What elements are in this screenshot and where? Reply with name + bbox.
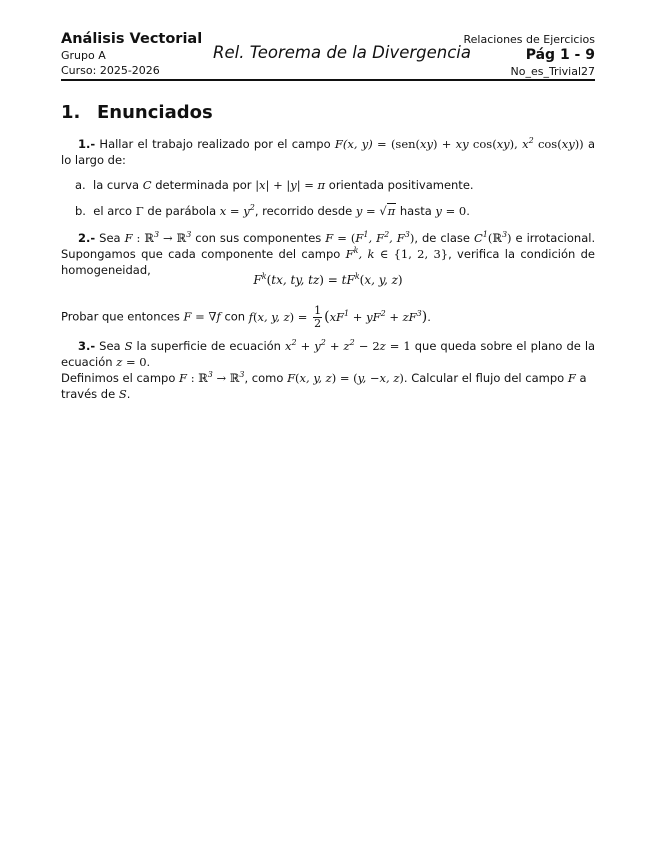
problem-2-component: $F^k$, k ∈ {1, 2, 3} — [345, 246, 449, 261]
problem-3-text-7: a través de — [61, 371, 587, 401]
problem-2 — [61, 230, 595, 278]
problem-2-text-1: Sea — [99, 231, 121, 245]
problem-3-map: F : ℝ$^3$ → ℝ$^3$ — [179, 370, 245, 385]
problem-3-text-6: . Calcular el flujo del campo — [403, 371, 565, 385]
problem-2-equation — [61, 272, 595, 289]
problem-3 — [61, 338, 595, 370]
section-title: Enunciados — [97, 102, 213, 123]
item-b-end: y = 0. — [435, 204, 470, 218]
problem-2-conclusion — [61, 305, 595, 330]
problem-2-class: $C^1(ℝ^3)$ — [473, 230, 512, 245]
item-a-curve: C — [142, 178, 152, 192]
gradient-expression: F = ∇f — [183, 309, 221, 324]
problem-1-item-a — [75, 177, 595, 193]
problem-1-label: 1.- — [78, 137, 96, 151]
item-b-parabola: $x = y^2$ — [219, 203, 255, 218]
problem-2-text-7: con — [224, 309, 246, 324]
item-b-label: b. — [75, 204, 86, 218]
problem-2-text-5: , verifica la condición de homogeneidad, — [61, 247, 596, 277]
problem-3-continuation: Definimos el campo F : ℝ$^3$ → ℝ$^3$, como F(x, y, z) = (y, −x, z). Calcular el flujo del campo F a través de S. — [61, 370, 587, 401]
problem-3-text-1: Sea — [99, 339, 121, 353]
item-a-text-2: determinada por — [155, 178, 252, 192]
course-name: Análisis Vectorial — [61, 31, 203, 47]
problem-3-field-name: F — [567, 371, 576, 385]
item-a-label: a. — [75, 178, 86, 192]
page-number: Pág 1 - 9 — [525, 47, 595, 63]
item-b-text-4: hasta — [399, 204, 432, 218]
item-b-start: y = √π — [355, 204, 396, 218]
item-b-text-1: el arco — [93, 204, 133, 218]
problem-3-text-5: , como — [244, 371, 284, 385]
problem-1-item-b — [75, 203, 595, 219]
problem-3-text-3: que queda sobre el plano de la ecuación — [61, 339, 596, 369]
problem-1 — [61, 136, 595, 168]
header-left — [61, 30, 202, 78]
problem-3-text-2: la superficie de ecuación — [136, 339, 281, 353]
problem-2-text-6: Probar que entonces — [61, 309, 180, 324]
header-divider — [61, 79, 595, 81]
series-label: Relaciones de Ejercicios — [463, 33, 595, 46]
problem-1-field: F(x, y) = (sen(xy) + xy cos(xy), $x^2$ cos(xy)) — [334, 136, 584, 151]
surface-equation: $x^2 + y^2 + z^2 - 2z = 1$ — [284, 338, 411, 353]
item-b-text-3: , recorrido desde — [254, 204, 353, 218]
problem-3-surface-ref: S — [118, 387, 127, 401]
group-label: Grupo A — [61, 49, 106, 62]
surface-name: S — [124, 339, 133, 353]
problem-3-label: 3.- — [78, 339, 96, 353]
item-b-gamma: Γ — [135, 204, 144, 218]
problem-1-text-b: a lo largo de: — [61, 137, 595, 167]
problem-2-text-2: con sus componentes — [195, 231, 322, 245]
problem-2-label: 2.- — [78, 231, 96, 245]
homogeneity-condition: $F^k(tx$, ty, $tz) = tF^k(x$, y, z) — [253, 272, 403, 287]
item-a-text-1: la curva — [93, 178, 140, 192]
header-right — [464, 32, 595, 79]
problem-3-field: F(x, y, z) = (y, −x, z) — [287, 371, 404, 385]
item-b-text-2: de parábola — [147, 204, 217, 218]
academic-year: Curso: 2025-2026 — [61, 64, 160, 77]
document-title: Rel. Teorema de la Divergencia — [213, 43, 471, 62]
potential-function: f(x, y, z) = $\frac{1}{2}$ $(xF^1 + yF^2 + zF^3)$. — [248, 304, 431, 330]
item-a-equation: |x| + |y| = π — [255, 178, 326, 192]
plane-equation: z = 0. — [116, 355, 151, 369]
problem-1-text-a: Hallar el trabajo realizado por el campo — [99, 137, 331, 151]
section-heading — [61, 102, 213, 123]
problem-2-components: $F = (F^1$, $F^2$, $F^3$) — [325, 230, 415, 245]
problem-2-text-4: e irrotacional. Supongamos que cada componente del campo — [61, 231, 596, 261]
section-number: 1. — [61, 102, 81, 123]
author-label: No_es_Trivial27 — [510, 65, 595, 78]
page-header — [61, 30, 595, 80]
problem-2-map: F : ℝ$^3$ → ℝ$^3$ — [124, 230, 192, 245]
problem-2-text-3: , de clase — [414, 231, 470, 245]
problem-3-text-4: Definimos el campo — [61, 371, 176, 385]
item-a-text-3: orientada positivamente. — [328, 178, 474, 192]
